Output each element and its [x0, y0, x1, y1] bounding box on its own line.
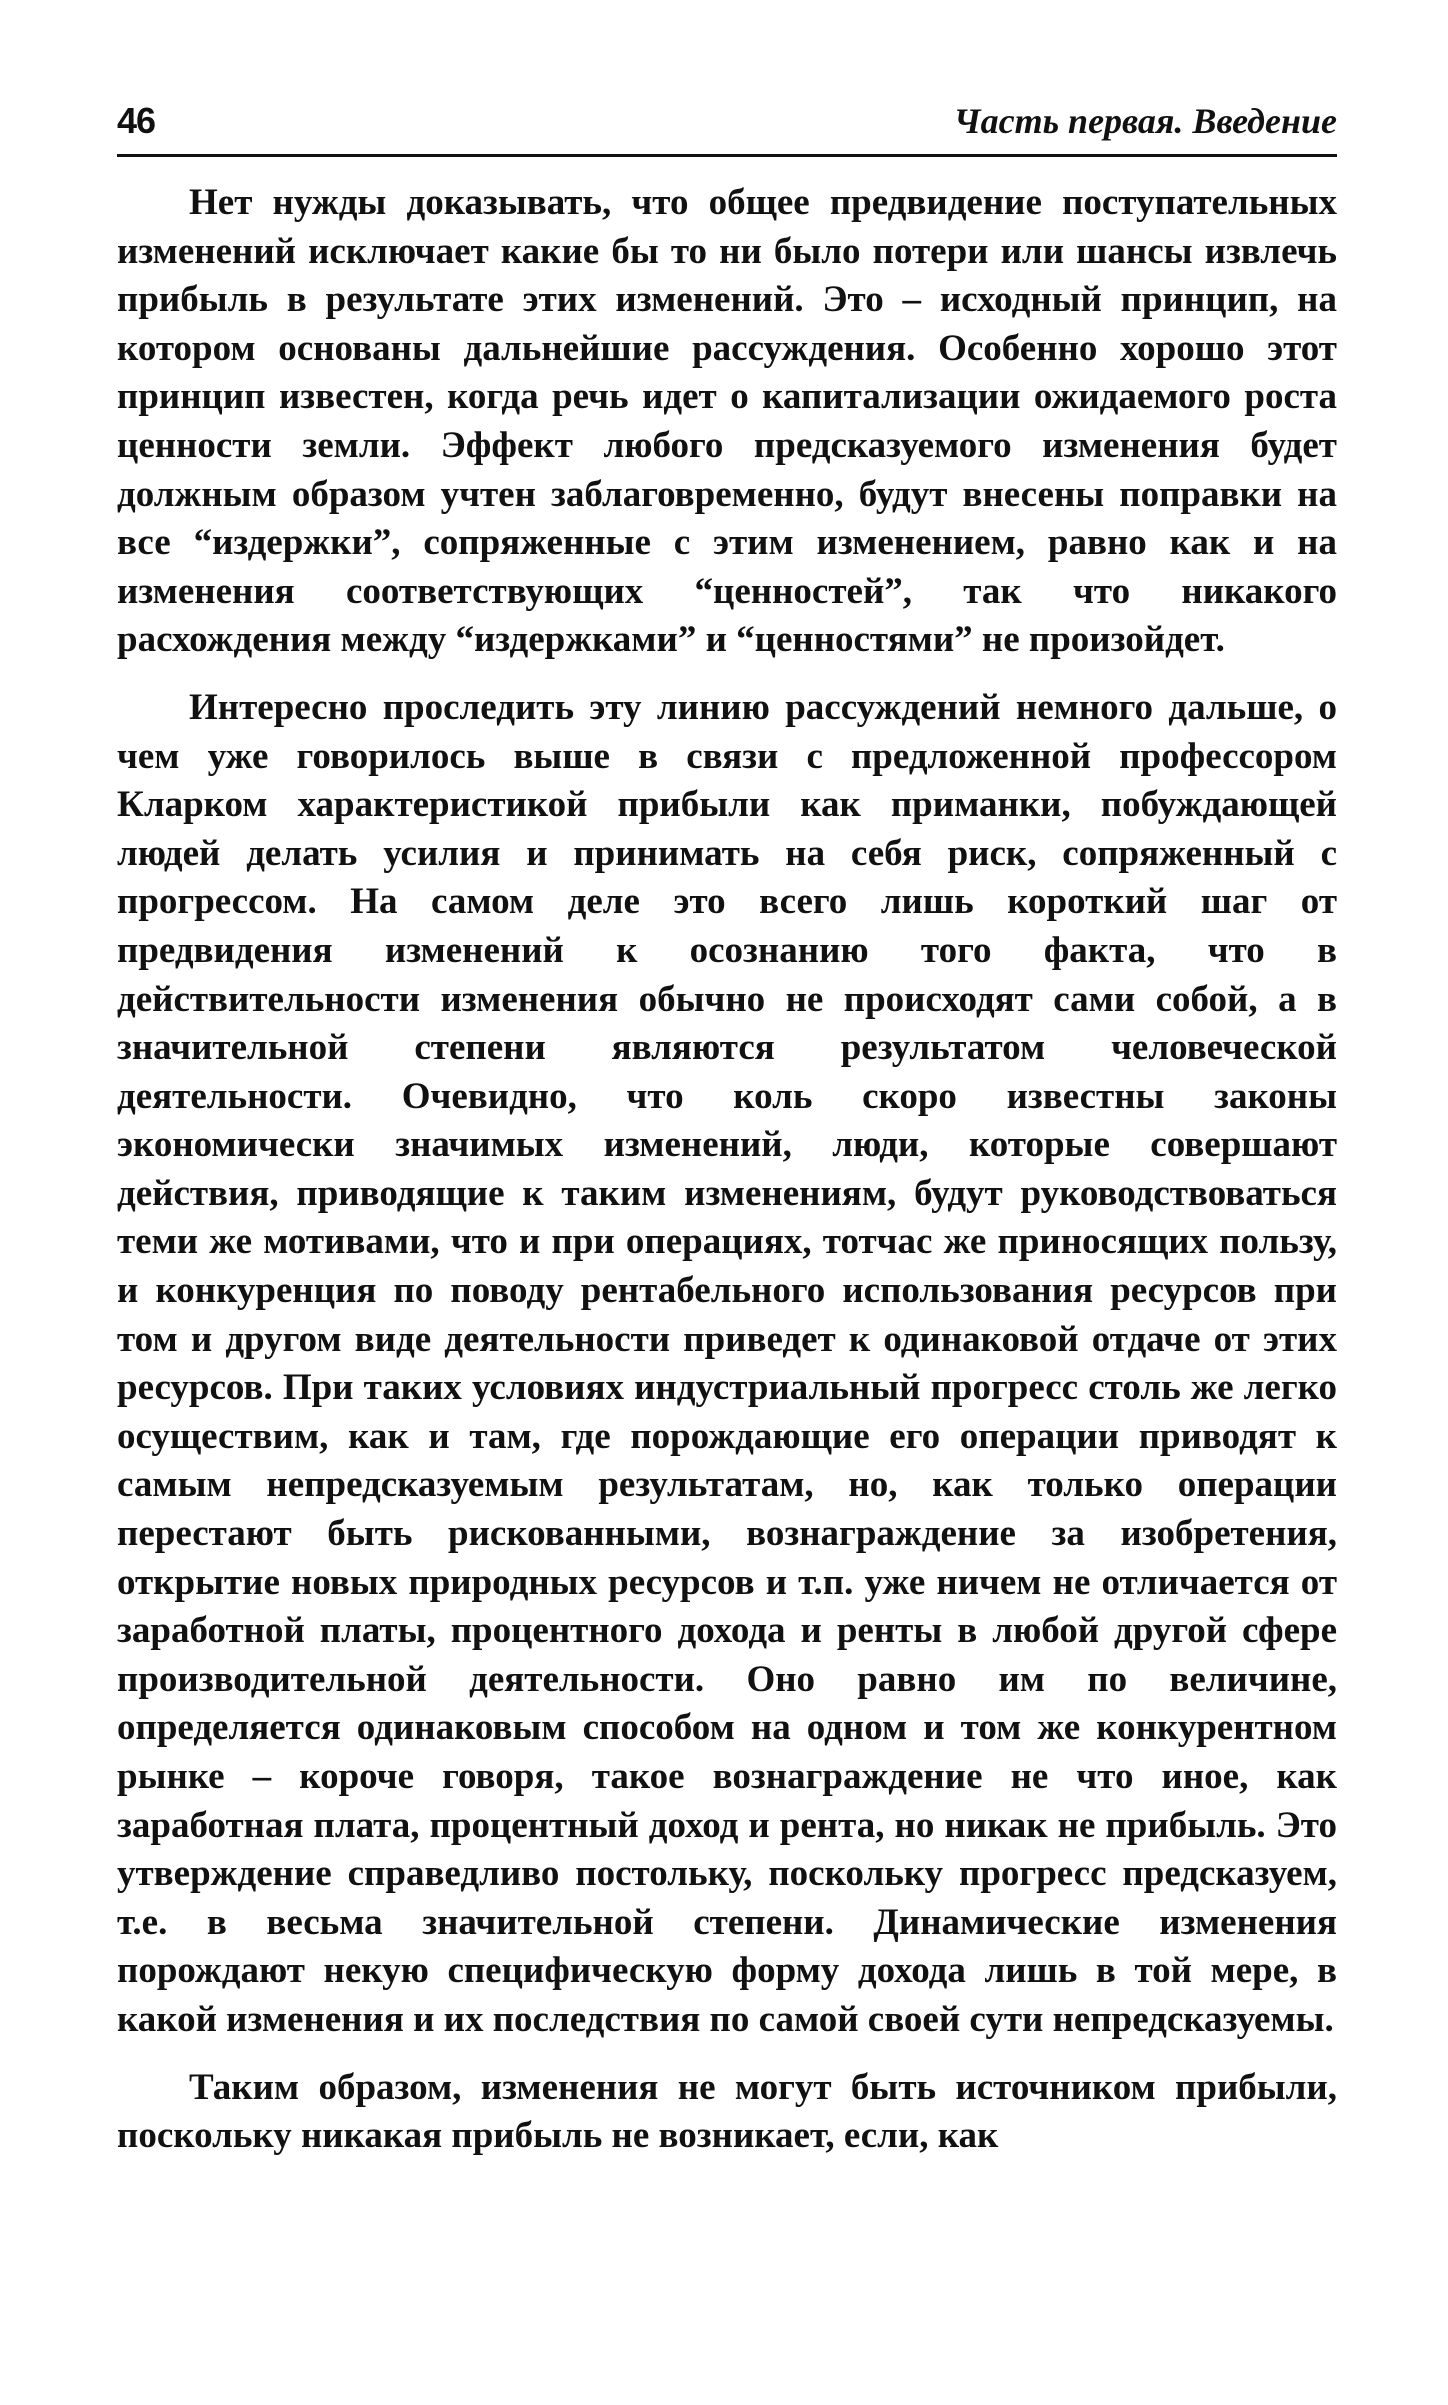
- paragraph-1: Нет нужды доказывать, что общее предвидение поступательных изменений исключает какие бы то ни было потери или шансы извлечь прибыль в результате этих изменений. Это – исходный принцип, на котором основаны дальнейшие рассуждения. Особенно хорошо этот принцип известен, когда речь идет о капитализации ожидаемого роста ценности земли. Эффект любого предсказуемого изменения будет должным образом учтен заблаговременно, будут внесены поправки на все “издержки”, сопряженные с этим изменением, равно как и на изменения соответствующих “ценностей”, так что никакого расхождения между “издержками” и “ценностями” не произойдет.: [117, 182, 1337, 661]
- body-text: [117, 179, 1337, 2161]
- paragraph-3: Таким образом, изменения не могут быть источником прибыли, поскольку никакая прибыль не возникает, если, как: [117, 2066, 1337, 2157]
- running-header: [117, 96, 1337, 157]
- page-number: 46: [117, 100, 156, 141]
- section-title: Часть первая. Введение: [953, 101, 1337, 141]
- paragraph-2: Интересно проследить эту линию рассуждений немного дальше, о чем уже говорилось выше в связи с предложенной профессором Кларком характеристикой прибыли как приманки, побуждающей людей делать усилия и принимать на себя риск, сопряженный с прогрессом. На самом деле это всего лишь короткий шаг от предвидения изменений к осознанию того факта, что в действительности изменения обычно не происходят сами собой, а в значительной степени являются результатом человеческой деятельности. Очевидно, что коль скоро известны законы экономически значимых изменений, люди, которые совершают действия, приводящие к таким изменениям, будут руководствоваться теми же мотивами, что и при операциях, тотчас же приносящих пользу, и конкуренция по поводу рентабельного использования ресурсов при том и другом виде деятельности приведет к одинаковой отдаче от этих ресурсов. При таких условиях индустриальный прогресс столь же легко осуществим, как и там, где порождающие его операции приводят к самым непредсказуемым результатам, но, как только операции перестают быть рискованными, вознаграждение за изобретения, открытие новых природных ресурсов и т.п. уже ничем не отличается от заработной платы, процентного дохода и ренты в любой другой сфере производительной деятельности. Оно равно им по величине, определяется одинаковым способом на одном и том же конкурентном рынке – короче говоря, такое вознаграждение не что иное, как заработная плата, процентный доход и рента, но никак не прибыль. Это утверждение справедливо постольку, поскольку прогресс предсказуем, т.е. в весьма значительной степени. Динамические изменения порождают некую специфическую форму дохода лишь в той мере, в какой изменения и их последствия по самой своей сути непредсказуемы.: [117, 686, 1337, 2040]
- book-page: [117, 96, 1337, 2161]
